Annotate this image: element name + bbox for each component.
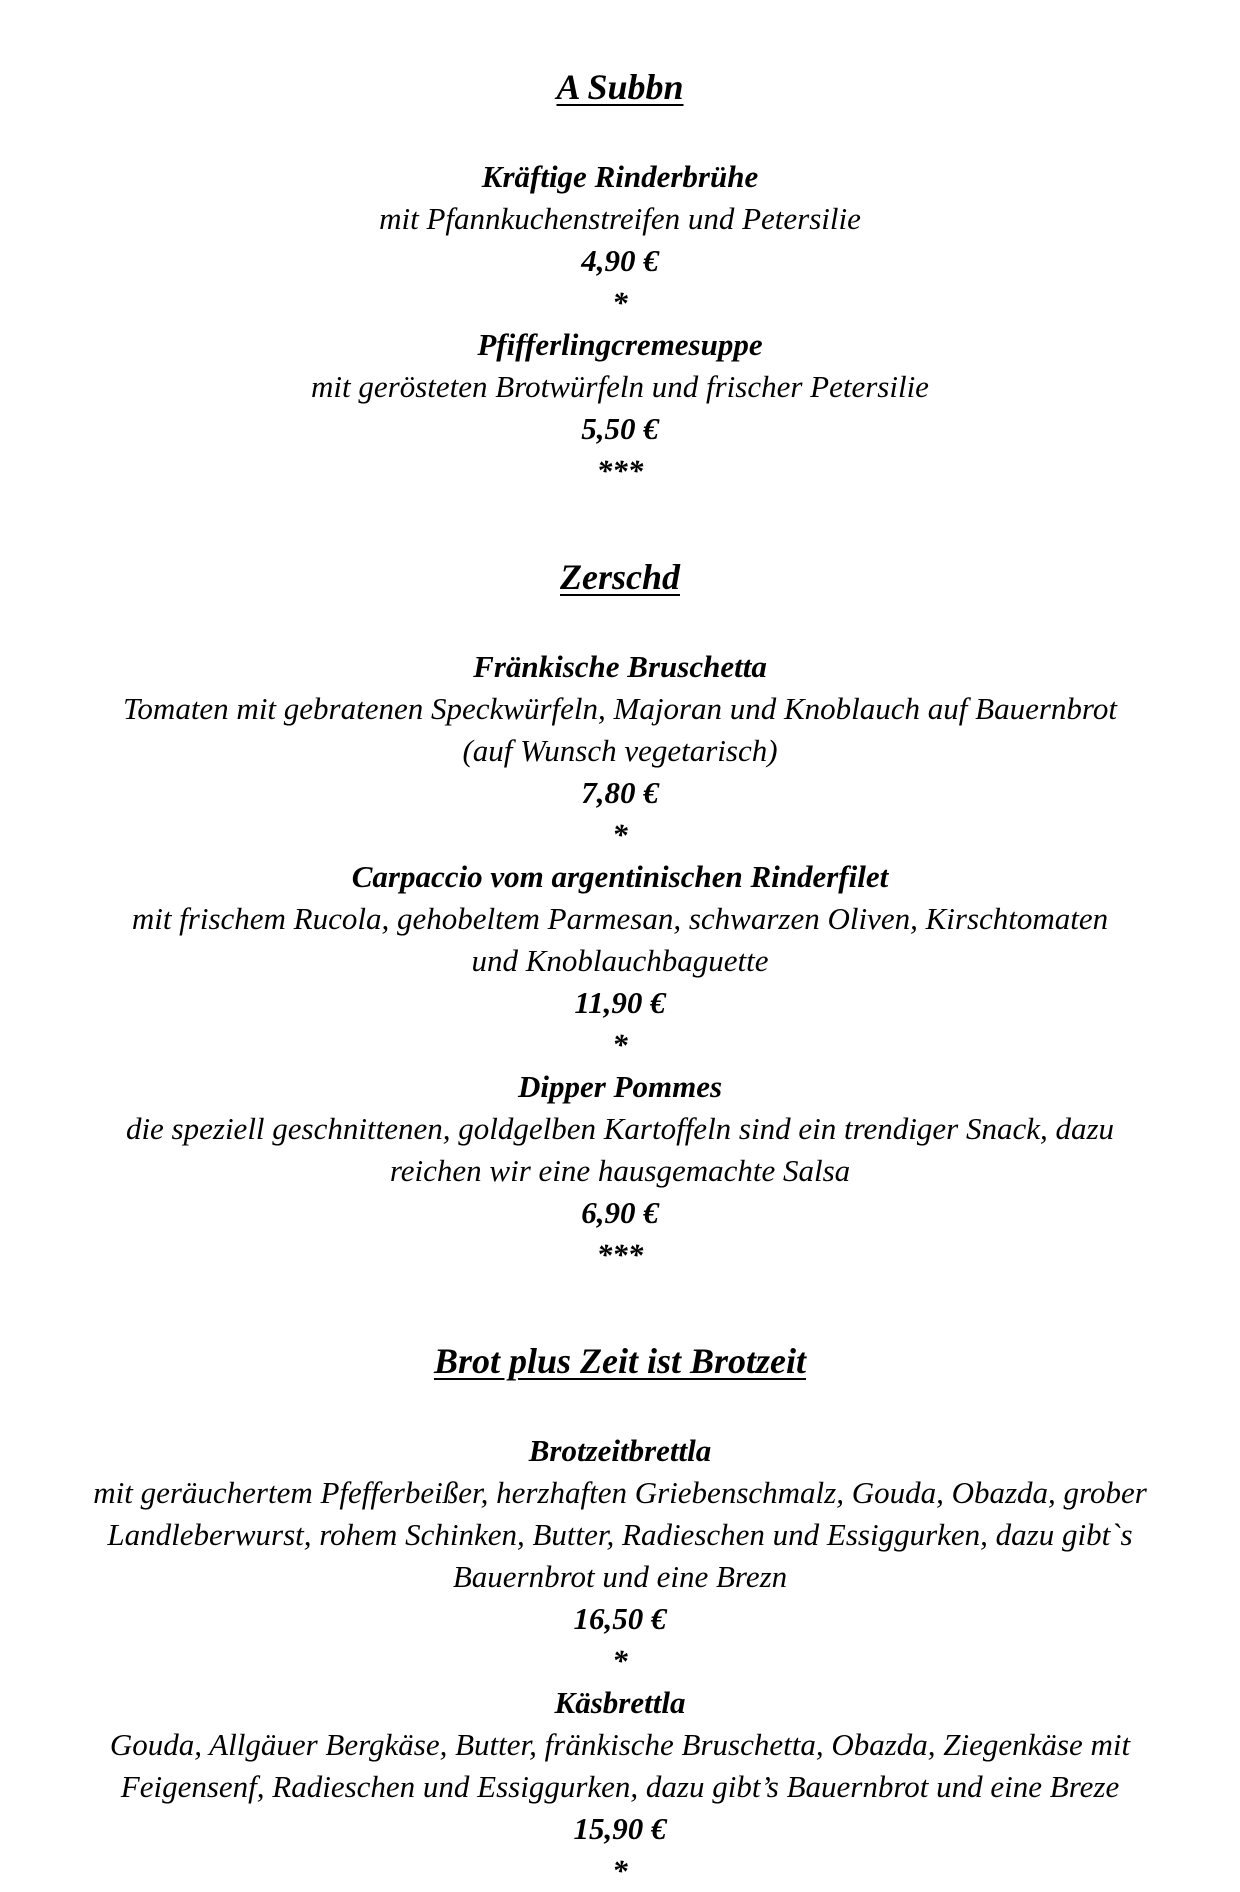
item-name: Pfifferlingcremesuppe (477, 327, 763, 362)
item-description: mit Pfannkuchenstreifen und Petersilie (379, 201, 861, 236)
separator: * (612, 817, 628, 852)
item-price: 6,90 € (581, 1195, 659, 1230)
separator: * (612, 1027, 628, 1062)
section-brotzeit (0, 1338, 1240, 1892)
item-name: Käsbrettla (554, 1685, 686, 1720)
item-price: 11,90 € (574, 985, 666, 1020)
item-description: Landleberwurst, rohem Schinken, Butter, Radieschen und Essiggurken, dazu gibt`s (107, 1517, 1133, 1552)
menu-item (0, 1066, 1240, 1276)
item-name: Dipper Pommes (517, 1069, 723, 1104)
menu-item (0, 156, 1240, 324)
section-title: Brot plus Zeit ist Brotzeit (433, 1341, 807, 1381)
item-description: die speziell geschnittenen, goldgelben Kartoffeln sind ein trendiger Snack, dazu (125, 1111, 1115, 1146)
item-price: 15,90 € (573, 1811, 667, 1846)
section-title: A Subbn (556, 67, 684, 107)
item-name: Brotzeitbrettla (528, 1433, 712, 1468)
section-starters (0, 554, 1240, 1276)
section-title: Zerschd (560, 557, 680, 597)
item-price: 16,50 € (573, 1601, 667, 1636)
separator: *** (596, 1237, 644, 1272)
item-price: 7,80 € (581, 775, 659, 810)
item-description: mit gerösteten Brotwürfeln und frischer Petersilie (311, 369, 929, 404)
item-name: Carpaccio vom argentinischen Rinderfilet (351, 859, 889, 894)
item-description: und Knoblauchbaguette (471, 943, 769, 978)
item-description: Feigensenf, Radieschen und Essiggurken, dazu gibt’s Bauernbrot und eine Breze (120, 1769, 1120, 1804)
item-description: (auf Wunsch vegetarisch) (462, 733, 778, 768)
item-description: Bauernbrot und eine Brezn (452, 1559, 788, 1594)
item-description: Tomaten mit gebratenen Speckwürfeln, Majoran und Knoblauch auf Bauernbrot (123, 691, 1117, 726)
item-price: 4,90 € (581, 243, 659, 278)
separator: * (612, 1643, 628, 1678)
item-description: Gouda, Allgäuer Bergkäse, Butter, fränkische Bruschetta, Obazda, Ziegenkäse mit (109, 1727, 1131, 1762)
item-name: Fränkische Bruschetta (473, 649, 767, 684)
item-description: reichen wir eine hausgemachte Salsa (389, 1153, 851, 1188)
menu-item (0, 1682, 1240, 1892)
separator: * (612, 285, 628, 320)
item-price: 5,50 € (581, 411, 659, 446)
menu-item (0, 324, 1240, 492)
menu-item (0, 856, 1240, 1066)
section-soups (0, 64, 1240, 492)
item-description: mit frischem Rucola, gehobeltem Parmesan, schwarzen Oliven, Kirschtomaten (131, 901, 1109, 936)
item-description: mit geräuchertem Pfefferbeißer, herzhaften Griebenschmalz, Gouda, Obazda, grober (93, 1475, 1147, 1510)
menu-item (0, 646, 1240, 856)
separator: *** (596, 453, 644, 488)
item-name: Kräftige Rinderbrühe (481, 159, 759, 194)
separator: * (612, 1853, 628, 1888)
menu-item (0, 1430, 1240, 1682)
